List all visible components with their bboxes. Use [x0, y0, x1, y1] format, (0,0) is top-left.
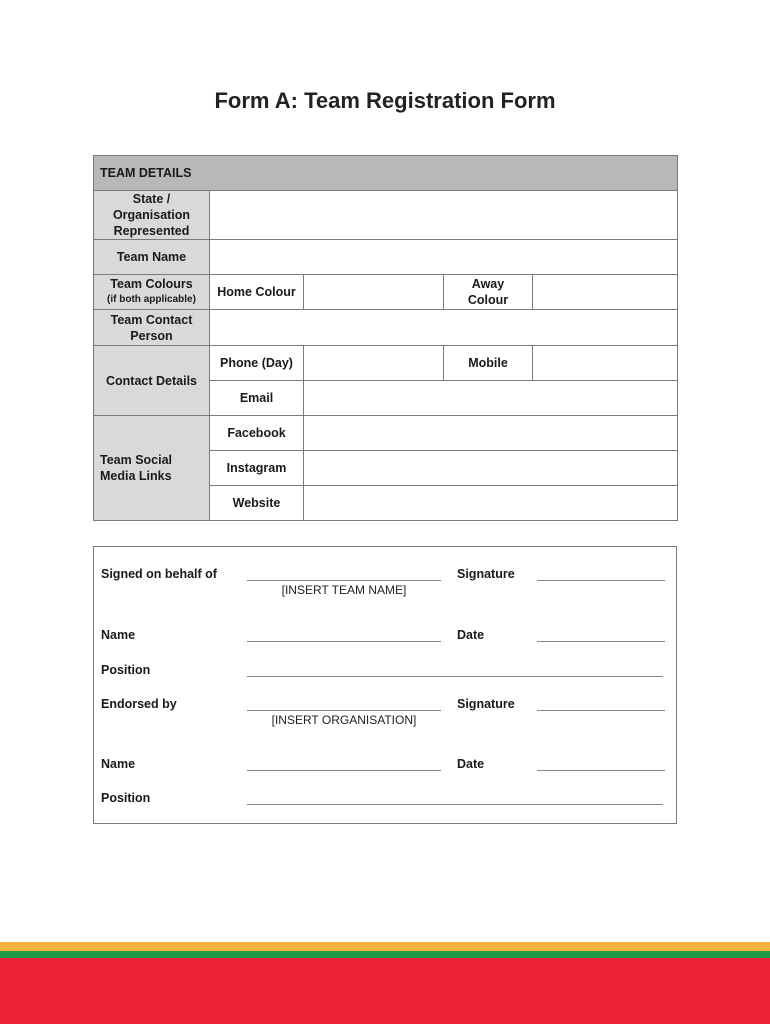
- date-label-2: Date: [457, 757, 485, 771]
- signature-label-1: Signature: [457, 567, 515, 581]
- email-field[interactable]: [304, 381, 678, 416]
- endorsed-by-label: Endorsed by: [101, 697, 177, 711]
- signed-team-line[interactable]: [247, 580, 441, 581]
- team-details-table: [93, 155, 678, 521]
- signature-line-1[interactable]: [537, 580, 665, 581]
- date-line-2[interactable]: [537, 770, 665, 771]
- mobile-field[interactable]: [533, 346, 678, 381]
- facebook-field[interactable]: [304, 416, 678, 451]
- instagram-field[interactable]: [304, 451, 678, 486]
- team-name-label: Team Name: [94, 240, 210, 275]
- instagram-label: Instagram: [210, 451, 304, 486]
- signed-on-behalf-label: Signed on behalf of: [101, 567, 217, 581]
- signature-label-2: Signature: [457, 697, 515, 711]
- contact-person-label: Team Contact Person: [94, 310, 210, 346]
- team-name-field[interactable]: [210, 240, 678, 275]
- website-field[interactable]: [304, 486, 678, 521]
- contact-person-field[interactable]: [210, 310, 678, 346]
- position-label-2: Position: [101, 791, 151, 805]
- date-line-1[interactable]: [537, 641, 665, 642]
- name-line-2[interactable]: [247, 770, 441, 771]
- page-title: Form A: Team Registration Form: [214, 88, 556, 113]
- home-colour-label: Home Colour: [210, 275, 304, 310]
- name-line-1[interactable]: [247, 641, 441, 642]
- position-line-2[interactable]: [247, 804, 663, 805]
- social-media-label: Team Social Media Links: [94, 416, 210, 521]
- name-label-1: Name: [101, 628, 136, 642]
- organisation-hint: [INSERT ORGANISATION]: [271, 713, 417, 727]
- endorsed-line[interactable]: [247, 710, 441, 711]
- team-colours-note: (if both applicable): [107, 294, 196, 305]
- team-name-hint: [INSERT TEAM NAME]: [281, 583, 407, 597]
- date-label-1: Date: [457, 628, 485, 642]
- phone-label: Phone (Day): [210, 346, 304, 381]
- state-label: State / Organisation Represented: [94, 191, 210, 240]
- phone-field[interactable]: [304, 346, 444, 381]
- signoff-section: [93, 546, 677, 824]
- position-line-1[interactable]: [247, 676, 663, 677]
- mobile-label: Mobile: [444, 346, 533, 381]
- state-field[interactable]: [210, 191, 678, 240]
- team-details-header: TEAM DETAILS: [94, 156, 678, 191]
- signature-line-2[interactable]: [537, 710, 665, 711]
- team-colours-text: Team Colours: [110, 277, 193, 291]
- position-label-1: Position: [101, 663, 151, 677]
- facebook-label: Facebook: [210, 416, 304, 451]
- home-colour-field[interactable]: [304, 275, 444, 310]
- footer-band-green: [0, 951, 770, 958]
- footer-band-red: [0, 958, 770, 1024]
- footer-band-yellow: [0, 942, 770, 951]
- team-colours-label: [94, 275, 210, 310]
- away-colour-field[interactable]: [533, 275, 678, 310]
- contact-details-label: Contact Details: [94, 346, 210, 416]
- website-label: Website: [210, 486, 304, 521]
- email-label: Email: [210, 381, 304, 416]
- away-colour-label: Away Colour: [444, 275, 533, 310]
- name-label-2: Name: [101, 757, 136, 771]
